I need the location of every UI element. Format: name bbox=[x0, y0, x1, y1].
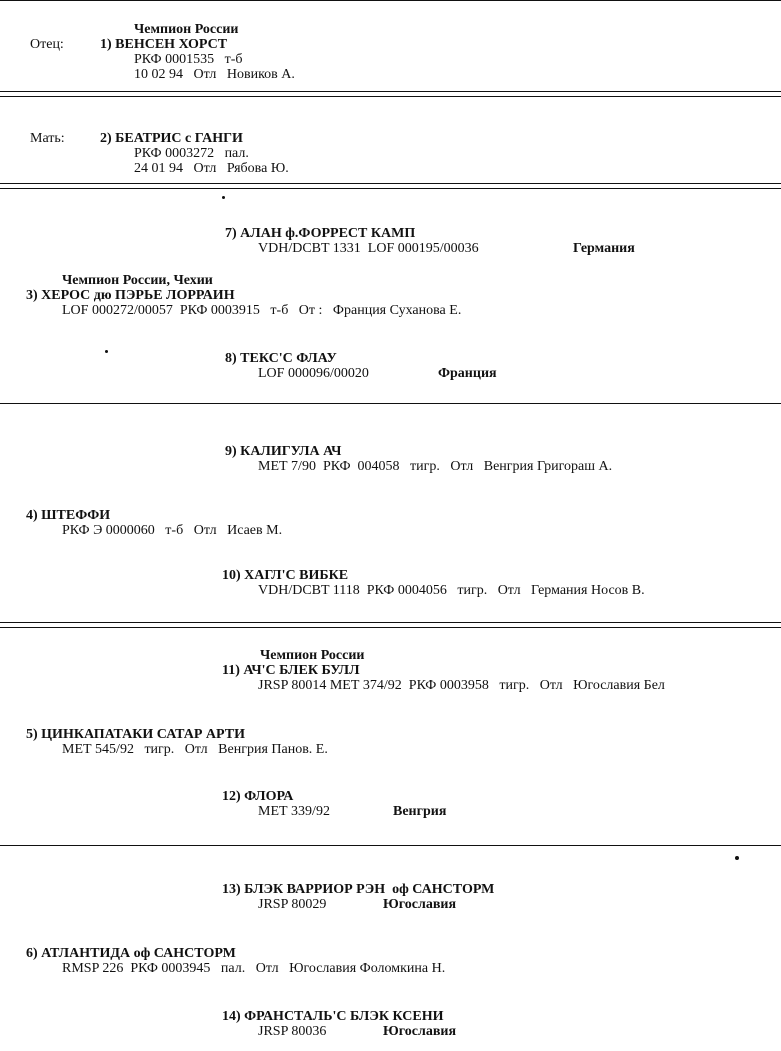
mother-registration: РКФ 0003272 пал. bbox=[134, 146, 249, 161]
grandparent-11-title: Чемпион России bbox=[260, 648, 365, 663]
father-title: Чемпион России bbox=[134, 22, 239, 37]
grandparent-8-name: 8) ТЕКС'С ФЛАУ bbox=[225, 351, 337, 366]
grandparent-10-registration: VDH/DCBT 1118 РКФ 0004056 тигр. Отл Германия Носов В. bbox=[258, 583, 645, 598]
parent-3-title: Чемпион России, Чехии bbox=[62, 273, 213, 288]
father-role-label: Отец: bbox=[30, 37, 64, 52]
mother-role-label: Мать: bbox=[30, 131, 65, 146]
parent-4-name: 4) ШТЕФФИ bbox=[26, 508, 111, 523]
grandparent-9-registration: МЕТ 7/90 РКФ 004058 тигр. Отл Венгрия Григораш А. bbox=[258, 459, 613, 474]
grandparent-12-name: 12) ФЛОРА bbox=[222, 789, 294, 804]
grandparent-13-country: Югославия bbox=[383, 897, 457, 912]
divider-father bbox=[0, 91, 781, 97]
parent-6-name: 6) АТЛАНТИДА оф САНСТОРМ bbox=[26, 946, 236, 961]
parent-6-registration: RMSP 226 РКФ 0003945 пал. Отл Югославия Фоломкина Н. bbox=[62, 961, 446, 976]
grandparent-8-registration: LOF 000096/00020 bbox=[258, 366, 369, 381]
divider-double-3 bbox=[0, 622, 781, 628]
grandparent-11-registration: JRSP 80014 МЕТ 374/92 РКФ 0003958 тигр. Отл Югославия Бел bbox=[258, 678, 665, 693]
divider-mother bbox=[0, 183, 781, 189]
father-birth-info: 10 02 94 Отл Новиков А. bbox=[134, 67, 295, 82]
father-name: 1) ВЕНСЕН ХОРСТ bbox=[100, 37, 228, 52]
parent-5-registration: МЕТ 545/92 тигр. Отл Венгрия Панов. Е. bbox=[62, 742, 328, 757]
grandparent-8-country: Франция bbox=[438, 366, 497, 381]
grandparent-13-name: 13) БЛЭК ВАРРИОР РЭН оф САНСТОРМ bbox=[222, 882, 495, 897]
grandparent-14-country: Югославия bbox=[383, 1024, 457, 1039]
grandparent-7-registration: VDH/DCBT 1331 LOF 000195/00036 bbox=[258, 241, 479, 256]
speck bbox=[735, 856, 739, 860]
divider-single-1 bbox=[0, 403, 781, 404]
grandparent-7-country: Германия bbox=[573, 241, 635, 256]
grandparent-12-registration: МЕТ 339/92 bbox=[258, 804, 330, 819]
speck bbox=[105, 350, 108, 353]
mother-name: 2) БЕАТРИС с ГАНГИ bbox=[100, 131, 243, 146]
parent-3-name: 3) ХЕРОС дю ПЭРЬЕ ЛОРРАИН bbox=[26, 288, 235, 303]
parent-3-registration: LOF 000272/00057 РКФ 0003915 т-б От : Франция Суханова Е. bbox=[62, 303, 462, 318]
parent-5-name: 5) ЦИНКАПАТАКИ САТАР АРТИ bbox=[26, 727, 245, 742]
mother-birth-info: 24 01 94 Отл Рябова Ю. bbox=[134, 161, 289, 176]
divider-single-2 bbox=[0, 845, 781, 846]
parent-4-registration: РКФ Э 0000060 т-б Отл Исаев М. bbox=[62, 523, 283, 538]
speck bbox=[222, 196, 225, 199]
grandparent-10-name: 10) ХАГЛ'С ВИБКЕ bbox=[222, 568, 349, 583]
grandparent-14-registration: JRSP 80036 bbox=[258, 1024, 327, 1039]
father-registration: РКФ 0001535 т-б bbox=[134, 52, 243, 67]
grandparent-13-registration: JRSP 80029 bbox=[258, 897, 327, 912]
grandparent-7-name: 7) АЛАН ф.ФОРРЕСТ КАМП bbox=[225, 226, 416, 241]
top-border bbox=[0, 0, 781, 1]
grandparent-14-name: 14) ФРАНСТАЛЬ'С БЛЭК КСЕНИ bbox=[222, 1009, 444, 1024]
grandparent-9-name: 9) КАЛИГУЛА АЧ bbox=[225, 444, 342, 459]
grandparent-12-country: Венгрия bbox=[393, 804, 447, 819]
grandparent-11-name: 11) АЧ'С БЛЕК БУЛЛ bbox=[222, 663, 360, 678]
